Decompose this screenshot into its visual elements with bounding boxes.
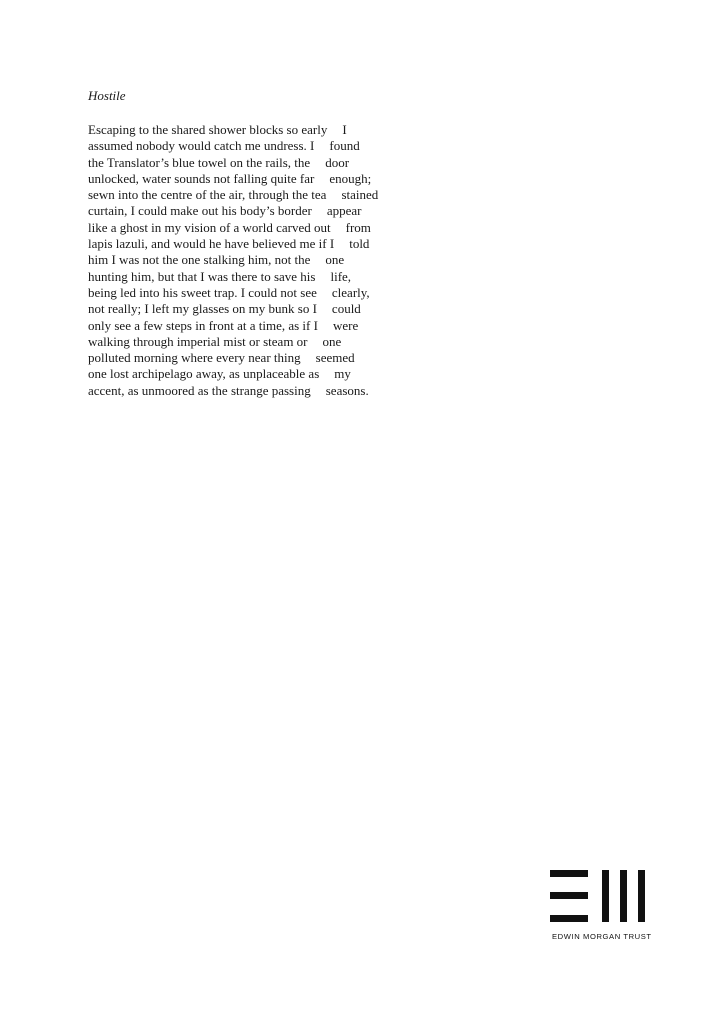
poem-line xyxy=(88,252,468,268)
poem-body xyxy=(88,122,468,399)
poem-line xyxy=(88,236,468,252)
poem-line xyxy=(88,171,468,187)
poem-line-text: accent, as unmoored as the strange passing xyxy=(88,382,311,398)
poem-line xyxy=(88,203,468,219)
poem-line xyxy=(88,301,468,317)
poem-line-text: one lost archipelago away, as unplaceable as xyxy=(88,366,320,382)
poem-line-text: curtain, I could make out his body’s border xyxy=(88,203,312,219)
poem-line xyxy=(88,366,468,382)
logo-text: EDWIN MORGAN TRUST xyxy=(552,932,652,941)
poem-line-text: walking through imperial mist or steam or xyxy=(88,333,308,349)
poem-line-end-word: I xyxy=(342,122,347,137)
poem-line-end-word: appear xyxy=(326,203,362,219)
poem-line-end-word: seasons. xyxy=(325,382,369,398)
poem-line xyxy=(88,285,468,301)
poem-line-end-word: seemed xyxy=(315,350,355,366)
poem-line xyxy=(88,187,468,203)
poem-title: Hostile xyxy=(88,88,126,103)
poem-line-end-word: one xyxy=(325,252,345,268)
poem-line-text: unlocked, water sounds not falling quite far xyxy=(88,170,315,186)
poem-line-text: only see a few steps in front at a time, as if I xyxy=(88,317,318,333)
poem-line-text: like a ghost in my vision of a world carved out xyxy=(88,219,331,235)
poem-line-end-word: clearly, xyxy=(331,284,370,300)
poem-line-end-word: told xyxy=(349,236,370,252)
poem-line-text: assumed nobody would catch me undress. I xyxy=(88,138,315,154)
poem-line-end-word: could xyxy=(331,301,361,317)
poem-line-text: sewn into the centre of the air, through the tea xyxy=(88,187,327,203)
emt-logo-icon xyxy=(550,870,650,922)
poem-line-text: hunting him, but that I was there to save his xyxy=(88,268,316,284)
poem-line xyxy=(88,334,468,350)
poem-line xyxy=(88,269,468,285)
poem-line-end-word: one xyxy=(322,333,342,349)
poem-line-text: not really; I left my glasses on my bunk so I xyxy=(88,301,317,317)
poem-line xyxy=(88,155,468,171)
poem-line-text: him I was not the one stalking him, not the xyxy=(88,252,311,268)
poem-line-end-word: from xyxy=(345,219,371,235)
poem-line-end-word: life, xyxy=(330,268,352,284)
poem-line-text: lapis lazuli, and would he have believed me if I xyxy=(88,236,335,252)
poem-line xyxy=(88,318,468,334)
poem-line-end-word: found xyxy=(329,138,360,154)
poem-line-text: the Translator’s blue towel on the rails, the xyxy=(88,154,311,170)
poem-line-end-word: door xyxy=(325,154,350,170)
poem-line xyxy=(88,122,468,138)
poem-line-text: being led into his sweet trap. I could not see xyxy=(88,284,317,300)
poem-line xyxy=(88,350,468,366)
poem-line xyxy=(88,220,468,236)
poem-line-end-word: stained xyxy=(341,187,379,203)
poem-line-text: polluted morning where every near thing xyxy=(88,350,301,366)
poem-line xyxy=(88,383,468,399)
poem-line-end-word: were xyxy=(332,317,359,333)
poem-line-end-word: enough; xyxy=(329,170,372,186)
poem-line-text: Escaping to the shared shower blocks so early xyxy=(88,122,328,137)
poem-line-end-word: my xyxy=(334,366,351,382)
poem-line xyxy=(88,138,468,154)
edwin-morgan-trust-logo xyxy=(550,870,670,945)
